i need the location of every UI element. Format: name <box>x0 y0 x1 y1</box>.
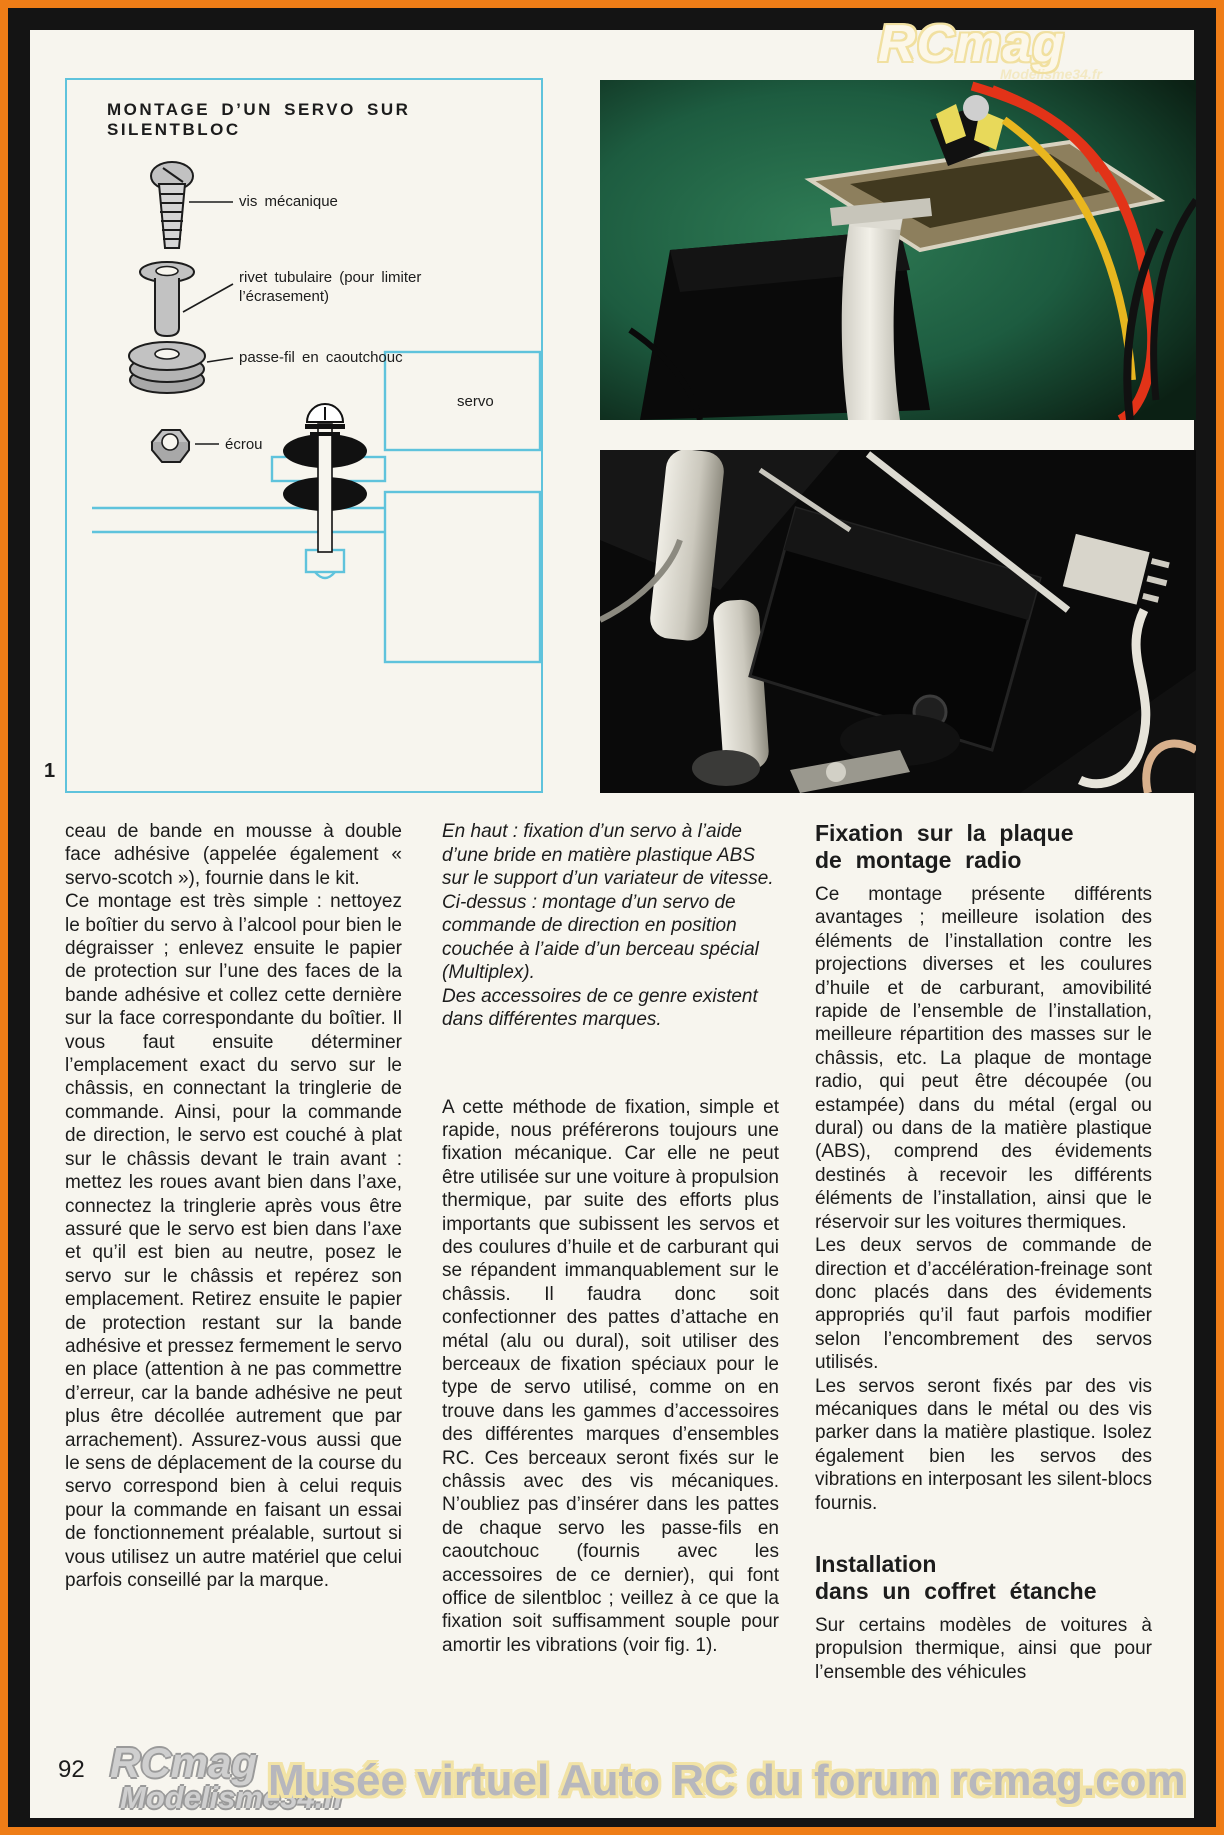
modelisme34-logo-text: Modelisme34.fr <box>120 1779 346 1815</box>
figure-1-diagram <box>65 78 543 793</box>
caption-paragraph-2: Ci-dessus : montage d’un servo de commande de direction en position couchée à l’aide d’un berceau spécial (Multiplex). <box>442 891 759 983</box>
caption-paragraph-1: En haut : fixation d’un servo à l’aide d’une bride en matière plastique ABS sur le support d’un variateur de vitesse. <box>442 821 774 889</box>
col3-paragraph-2: Les deux servos de commande de direction et d’accélération-freinage sont donc placés dans des évidements appropriés qu’il faut parfois modifier selon l’encombrement des servos utilisés. <box>815 1235 1152 1374</box>
label-rivet: rivet tubulaire (pour limiter l’écrasement) <box>239 269 422 305</box>
diagram-title: MONTAGE D’UN SERVO SUR SILENTBLOC <box>107 100 411 139</box>
photo-servo-bride-abs <box>600 80 1196 420</box>
heading-line: Fixation sur la plaque <box>815 820 1074 846</box>
col3-paragraph-1: Ce montage présente différents avantages ; meilleure isolation des éléments de l’installation contre les projections diverses et les coulures d’huile et de carburant, amovibilité rapide de l’ensemble de l’installation, meilleure répartition des masses sur le châssis, etc. La plaque de montage radio, qui peut être découpée (ou estampée) dans du métal (ergal ou dural) ou dans de la matière plastique (ABS), comprend des évidements destinés à recevoir les différents éléments de l’installation, ainsi que le réservoir sur les voitures thermiques. <box>815 884 1152 1233</box>
label-nut: écrou <box>225 436 263 453</box>
col3-paragraph-4: Sur certains modèles de voitures à propulsion thermique, ainsi que pour l’ensemble des véhicules <box>815 1614 1152 1683</box>
col1-paragraph-2: Ce montage est très simple : nettoyez le boîtier du servo à l’alcool pour bien le dégraisser ; enlevez ensuite le papier de protection sur l’une des faces de la bande adhésive et collez cette dernière sur la face correspondante du boîtier. Il vous faut ensuite déterminer l’emplacement exact du servo sur le châssis, en connectant la tringlerie de commande. Ainsi, pour la commande de direction, le servo est couché à plat sur le châssis devant le train avant : mettez les roues avant bien dans l’axe, connectez la tringlerie après vous être assuré que le servo est bien dans l’axe et qu’il est bien au neutre, posez le servo sur le châssis et repérez son emplacement. Retirez ensuite le papier de protection restant sur la bande adhésive et pressez fermement le servo en place (attention à ne pas commettre d’erreur, car la bande adhésive ne peut plus être décollée autrement que par arrachement). Assurez-vous aussi que le sens de déplacement de la course du servo correspond bien à celui requis pour la commande en faisant un essai de fonctionnement préalable, surtout si vous utilisez un autre matériel que celui parfois conseillé par la marque. <box>65 891 402 1591</box>
grommet-illustration <box>129 342 233 393</box>
caption-paragraph-3: Des accessoires de ce genre existent dans différentes marques. <box>442 985 758 1030</box>
text-column-1 <box>65 820 402 1592</box>
col3-paragraph-3: Les servos seront fixés par des vis mécaniques dans le métal ou des vis parker dans la matière plastique. Isolez également bien les servos des vibrations en interposant les silent-blocs fournis. <box>815 1375 1152 1514</box>
figure-number: 1 <box>44 760 56 782</box>
page-number: 92 <box>58 1756 85 1783</box>
rcmag-logo-text: RCmag <box>110 1739 258 1786</box>
silentbloc-assembly <box>283 404 367 552</box>
text-column-3 <box>815 820 1152 1684</box>
screw-illustration <box>151 162 233 248</box>
text-column-2 <box>442 820 779 1657</box>
photo-servo-berceau <box>600 450 1196 793</box>
section-heading-fixation-plaque <box>815 820 1152 874</box>
magazine-page <box>30 30 1194 1818</box>
musee-virtuel-watermark: Musée virtuel Auto RC du forum rcmag.com <box>268 1756 1186 1805</box>
rivet-illustration <box>140 262 233 336</box>
heading-line: de montage radio <box>815 847 1022 873</box>
diagram-illustration <box>67 80 541 791</box>
photo-caption <box>442 820 779 1032</box>
photo1-content <box>600 80 1196 420</box>
rcmag-watermark-top-subtitle: Modelisme34.fr <box>1000 66 1102 82</box>
section-heading-installation-coffret <box>815 1551 1152 1605</box>
label-servo: servo <box>457 393 494 410</box>
heading-line: Installation <box>815 1550 937 1577</box>
rcmag-watermark-top: RCmag <box>878 15 1066 73</box>
photo2-content <box>600 450 1196 793</box>
label-grommet: passe-fil en caoutchouc <box>239 349 403 366</box>
heading-line: dans un coffret étanche <box>815 1577 1097 1604</box>
col1-paragraph-1: ceau de bande en mousse à double face adhésive (appelée également « servo-scotch »), fournie dans le kit. <box>65 821 402 889</box>
col2-body-paragraph: A cette méthode de fixation, simple et rapide, nous préférerons toujours une fixation mécanique. Car elle ne peut être utilisée sur une voiture à propulsion thermique, par suite des efforts plus importants que subissent les servos et des coulures d’huile et de carburant qui se répandent immanquablement sur le châssis. Il faudra donc soit confectionner des pattes d’attache en métal (alu ou dural), soit utiliser des berceaux de fixation spéciaux pour le type de servo utilisé, comme on en trouve dans les gammes d’accessoires des différentes marques d’ensembles RC. Ces berceaux seront fixés sur le châssis avec des vis mécaniques. N’oubliez pas d’insérer dans les pattes de chaque servo les passe-fils en caoutchouc (fournis avec les accessoires de ce dernier), qui font office de silentbloc ; veillez à ce que la fixation soit suffisamment souple pour amortir les vibrations (voir fig. 1). <box>442 1096 779 1656</box>
label-screw: vis mécanique <box>239 193 338 210</box>
nut-illustration <box>152 430 219 462</box>
